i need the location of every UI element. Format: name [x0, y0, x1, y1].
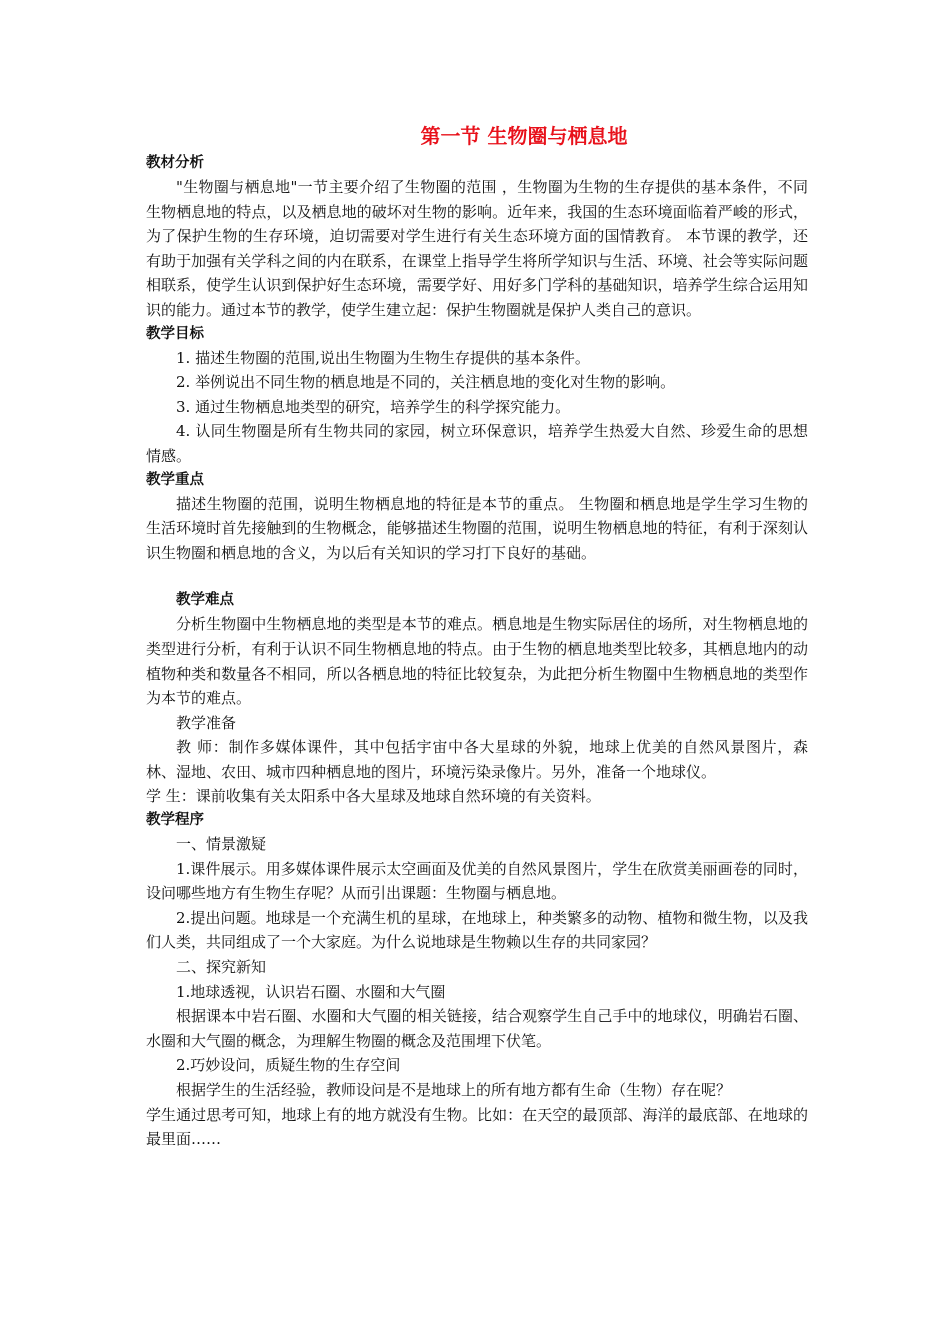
preparation-teacher: 教 师：制作多媒体课件，其中包括宇宙中各大星球的外貌，地球上优美的自然风景图片，森林、湿地、农田、城市四种栖息地的图片，环境污染录像片。另外，准备一个地球仪。 — [146, 738, 808, 781]
procedure-line: 1.课件展示。用多媒体课件展示太空画面及优美的自然风景图片，学生在欣赏美丽画卷的同时，设问哪些地方有生物生存呢？从而引出课题：生物圈与栖息地。 — [146, 859, 808, 903]
procedure-heading: 教学程序 — [146, 812, 204, 829]
preparation-heading: 教学准备 — [176, 713, 237, 732]
procedure-line: 根据课本中岩石圈、水圈和大气圈的相关链接，结合观察学生自己手中的地球仪，明确岩石圈、水圈和大气圈的概念，为理解生物圈的概念及范围埋下伏笔。 — [146, 1007, 808, 1050]
document-title: 第一节 生物圈与栖息地 — [420, 124, 628, 148]
analysis-paragraph: "生物圈与栖息地"一节主要介绍了生物圈的范围 ，生物圈为生物的生存提供的基本条件，不同生物栖息地的特点，以及栖息地的破坏对生物的影响。近年来，我国的生态环境面临着严峻的形式，为了保护生物的生存环境，迫切需要对学生进行有关生态环境方面的国情教育。 本节课的教学，还有助于加强有关学科之间的内在联系，在课堂上指导学生将所学知识与生活、环境、社会等实际问题相联系，使学生认识到保护好生态环境，需要学好、用好多门学科的基础知识，培养学生综合运用知识的能力。通过本节的教学，使学生建立起：保护生物圈就是保护人类自己的意识。 — [146, 178, 808, 319]
procedure-line: 一、情景激疑 — [176, 835, 267, 854]
preparation-student: 学 生：课前收集有关太阳系中各大星球及地球自然环境的有关资料。 — [146, 787, 601, 806]
goals-heading: 教学目标 — [146, 325, 204, 342]
difficulty-heading: 教学难点 — [176, 592, 234, 609]
goal-item: 2. 举例说出不同生物的栖息地是不同的，关注栖息地的变化对生物的影响。 — [176, 373, 676, 392]
analysis-heading: 教材分析 — [146, 155, 204, 171]
procedure-line: 根据学生的生活经验，教师设问是不是地球上的所有地方都有生命（生物）存在呢？ — [176, 1081, 732, 1099]
goal-item: 1. 描述生物圈的范围,说出生物圈为生物生存提供的基本条件。 — [176, 348, 590, 367]
focus-heading: 教学重点 — [146, 471, 204, 488]
procedure-line: 2.提出问题。地球是一个充满生机的星球，在地球上，种类繁多的动物、植物和微生物，以及我们人类，共同组成了一个大家庭。为什么说地球是生物赖以生存的共同家园？ — [146, 908, 808, 952]
procedure-line: 二、探究新知 — [176, 958, 267, 977]
difficulty-paragraph: 分析生物圈中生物栖息地的类型是本节的难点。栖息地是生物实际居住的场所，对生物栖息地的类型进行分析，有利于认识不同生物栖息地的特点。由于生物的栖息地类型比较多，其栖息地内的动植物种类和数量各不相同，所以各栖息地的特征比较复杂，为此把分析生物圈中生物栖息地的类型作为本节的难点。 — [146, 615, 808, 708]
procedure-line: 1.地球透视，认识岩石圈、水圈和大气圈 — [176, 982, 446, 1001]
goal-item: 4. 认同生物圈是所有生物共同的家园，树立环保意识，培养学生热爱大自然、珍爱生命的思想情感。 — [146, 422, 808, 465]
goal-item: 3. 通过生物栖息地类型的研究，培养学生的科学探究能力。 — [176, 397, 571, 416]
document-page — [146, 120, 808, 1152]
procedure-last-line: 学生通过思考可知，地球上有的地方就没有生物。比如：在天空的最顶部、海洋的最底部、在地球的最里面…… — [146, 1105, 808, 1149]
procedure-line: 2.巧妙设问，质疑生物的生存空间 — [176, 1056, 401, 1075]
focus-paragraph: 描述生物圈的范围，说明生物栖息地的特征是本节的重点。 生物圈和栖息地是学生学习生物的生活环境时首先接触到的生物概念，能够描述生物圈的范围，说明生物栖息地的特征，有利于深刻认识生物圈和栖息地的含义，为以后有关知识的学习打下良好的基础。 — [146, 494, 808, 562]
spacer — [146, 565, 808, 589]
